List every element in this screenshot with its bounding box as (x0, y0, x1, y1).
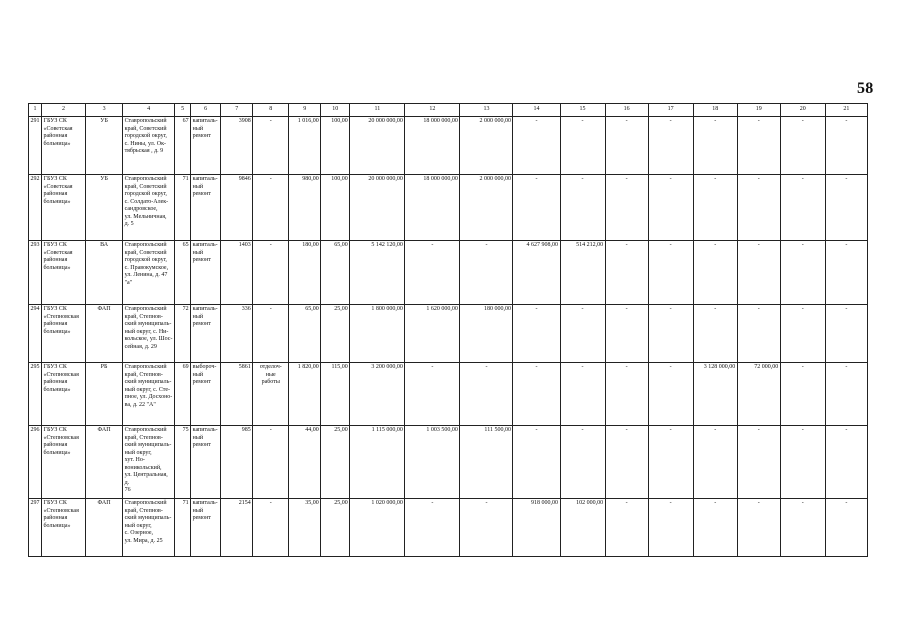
facility-table (28, 103, 868, 557)
cell-col11: 20 000 000,00 (350, 175, 405, 241)
organization-name: ГБУЗ СК «Советская районная больница» (42, 117, 86, 175)
column-header: 5 (175, 104, 191, 117)
cell-col11: 20 000 000,00 (350, 117, 405, 175)
cell-col20: - (780, 363, 825, 426)
cell-col10: 25,00 (321, 305, 350, 363)
facility-address: Ставропольский край, Степнов- ский муниципаль- ный округ, с. Озерное, ул. Мира, д. 25 (123, 499, 175, 557)
repair-type: выбороч- ный ремонт (191, 363, 221, 426)
cell-col15: - (560, 117, 605, 175)
facility-type: ФАП (86, 426, 123, 499)
cell-col8: - (253, 305, 289, 363)
column-header: 7 (221, 104, 253, 117)
cell-col12: 18 000 000,00 (405, 175, 460, 241)
cell-col9: 44,00 (289, 426, 321, 499)
facility-address: Ставропольский край, Степнов- ский муниципаль- ный округ, с. Ни- кольское, ул. Шос- сейная, д. 29 (123, 305, 175, 363)
cell-col13: - (460, 499, 513, 557)
cell-col21: - (825, 117, 867, 175)
cell-col12: 18 000 000,00 (405, 117, 460, 175)
organization-name: ГБУЗ СК «Советская районная больница» (42, 241, 86, 305)
table-row (29, 117, 868, 175)
column-header: 13 (460, 104, 513, 117)
cell-col7: 1403 (221, 241, 253, 305)
cell-col5: 67 (175, 117, 191, 175)
row-number: 296 (29, 426, 42, 499)
column-header: 4 (123, 104, 175, 117)
cell-col14: - (513, 363, 560, 426)
facility-type: ФАП (86, 305, 123, 363)
cell-col5: 69 (175, 363, 191, 426)
row-number: 294 (29, 305, 42, 363)
cell-col20: - (780, 241, 825, 305)
repair-type: капиталь- ный ремонт (191, 426, 221, 499)
facility-address: Ставропольский край, Степнов- ский муниципаль- ный округ, с. Сте- пное, ул. Досхоно- ва, д. 22 "А" (123, 363, 175, 426)
cell-col16: - (605, 175, 648, 241)
cell-col17: - (648, 426, 693, 499)
cell-col12: - (405, 241, 460, 305)
cell-col21: - (825, 241, 867, 305)
cell-col21: - (825, 305, 867, 363)
cell-col16: - (605, 241, 648, 305)
cell-col20: - (780, 117, 825, 175)
cell-col14: 918 000,00 (513, 499, 560, 557)
cell-col18: - (693, 305, 737, 363)
cell-col16: - (605, 363, 648, 426)
facility-address: Ставропольский край, Советский городской округ, с. Нины, ул. Ок- тябрьская , д. 9 (123, 117, 175, 175)
cell-col7: 2154 (221, 499, 253, 557)
facility-type: РБ (86, 363, 123, 426)
facility-type: ВА (86, 241, 123, 305)
cell-col14: - (513, 426, 560, 499)
facility-type: ФАП (86, 499, 123, 557)
column-header: 18 (693, 104, 737, 117)
cell-col21: - (825, 499, 867, 557)
cell-col17: - (648, 363, 693, 426)
cell-col10: 115,00 (321, 363, 350, 426)
cell-col15: 102 000,00 (560, 499, 605, 557)
organization-name: ГБУЗ СК «Степновская районная больница» (42, 363, 86, 426)
cell-col13: 2 000 000,00 (460, 175, 513, 241)
cell-col20: - (780, 175, 825, 241)
cell-col17: - (648, 175, 693, 241)
facility-address: Ставропольский край, Советский городской округ, с. Солдато-Алек- сандровское, ул. Мельничная, д. 5 (123, 175, 175, 241)
cell-col8: - (253, 175, 289, 241)
cell-col21: - (825, 426, 867, 499)
facility-address: Ставропольский край, Степнов- ский муниципаль- ный округ, хут. Но- воникольский, ул. Центральная, д. 76 (123, 426, 175, 499)
facility-address: Ставропольский край, Советский городской округ, с. Правокумское, ул. Ленина, д. 47 "а" (123, 241, 175, 305)
cell-col7: 336 (221, 305, 253, 363)
cell-col15: 514 212,00 (560, 241, 605, 305)
cell-col14: - (513, 175, 560, 241)
column-header: 3 (86, 104, 123, 117)
facility-table-wrapper (28, 103, 868, 568)
cell-col7: 9846 (221, 175, 253, 241)
cell-col11: 1 800 000,00 (350, 305, 405, 363)
column-number-row (29, 104, 868, 117)
table-row (29, 305, 868, 363)
cell-col14: 4 627 908,00 (513, 241, 560, 305)
cell-col15: - (560, 363, 605, 426)
cell-col14: - (513, 305, 560, 363)
organization-name: ГБУЗ СК «Степновская районная больница» (42, 426, 86, 499)
cell-col5: 72 (175, 305, 191, 363)
cell-col13: 111 500,00 (460, 426, 513, 499)
cell-col19: - (737, 499, 780, 557)
cell-col19: - (737, 117, 780, 175)
cell-col13: 180 000,00 (460, 305, 513, 363)
cell-col7: 5861 (221, 363, 253, 426)
cell-col7: 985 (221, 426, 253, 499)
cell-col17: - (648, 241, 693, 305)
cell-col5: 71 (175, 175, 191, 241)
cell-col18: - (693, 426, 737, 499)
cell-col13: 2 000 000,00 (460, 117, 513, 175)
column-header: 16 (605, 104, 648, 117)
cell-col10: 100,00 (321, 117, 350, 175)
cell-col21: - (825, 175, 867, 241)
table-row (29, 363, 868, 426)
cell-col7: 3908 (221, 117, 253, 175)
cell-col11: 1 020 000,00 (350, 499, 405, 557)
column-header: 8 (253, 104, 289, 117)
column-header: 10 (321, 104, 350, 117)
cell-col9: 1 016,00 (289, 117, 321, 175)
cell-col14: - (513, 117, 560, 175)
cell-col9: 1 820,00 (289, 363, 321, 426)
column-header: 15 (560, 104, 605, 117)
facility-type: УБ (86, 117, 123, 175)
cell-col8: - (253, 499, 289, 557)
column-header: 14 (513, 104, 560, 117)
repair-type: капиталь- ный ремонт (191, 241, 221, 305)
column-header: 6 (191, 104, 221, 117)
page-number: 58 (857, 80, 874, 97)
cell-col11: 3 200 000,00 (350, 363, 405, 426)
row-number: 292 (29, 175, 42, 241)
column-header: 20 (780, 104, 825, 117)
column-header: 9 (289, 104, 321, 117)
cell-col16: - (605, 499, 648, 557)
cell-col18: - (693, 241, 737, 305)
cell-col8: - (253, 241, 289, 305)
cell-col20: - (780, 305, 825, 363)
cell-col20: - (780, 426, 825, 499)
cell-col16: - (605, 305, 648, 363)
organization-name: ГБУЗ СК «Советская районная больница» (42, 175, 86, 241)
cell-col20: - (780, 499, 825, 557)
column-header: 17 (648, 104, 693, 117)
organization-name: ГБУЗ СК «Степновская районная больница» (42, 305, 86, 363)
cell-col16: - (605, 117, 648, 175)
row-number: 291 (29, 117, 42, 175)
column-header: 1 (29, 104, 42, 117)
cell-col15: - (560, 175, 605, 241)
cell-col17: - (648, 305, 693, 363)
cell-col11: 1 115 000,00 (350, 426, 405, 499)
cell-col18: - (693, 175, 737, 241)
cell-col8: - (253, 117, 289, 175)
table-row (29, 499, 868, 557)
cell-col5: 65 (175, 241, 191, 305)
organization-name: ГБУЗ СК «Степновская районная больница» (42, 499, 86, 557)
cell-col5: 75 (175, 426, 191, 499)
cell-col15: - (560, 305, 605, 363)
cell-col11: 5 142 120,00 (350, 241, 405, 305)
cell-col19: 72 000,00 (737, 363, 780, 426)
repair-type: капиталь- ный ремонт (191, 305, 221, 363)
column-header: 12 (405, 104, 460, 117)
cell-col21: - (825, 363, 867, 426)
cell-col10: 65,00 (321, 241, 350, 305)
cell-col18: - (693, 499, 737, 557)
row-number: 297 (29, 499, 42, 557)
repair-type: капиталь- ный ремонт (191, 499, 221, 557)
cell-col10: 25,00 (321, 426, 350, 499)
cell-col19: - (737, 175, 780, 241)
cell-col5: 71 (175, 499, 191, 557)
cell-col19: - (737, 305, 780, 363)
cell-col8: отделоч- ные работы (253, 363, 289, 426)
cell-col19: - (737, 241, 780, 305)
cell-col9: 180,00 (289, 241, 321, 305)
column-header: 11 (350, 104, 405, 117)
column-header: 21 (825, 104, 867, 117)
cell-col18: - (693, 117, 737, 175)
cell-col15: - (560, 426, 605, 499)
table-row (29, 175, 868, 241)
cell-col16: - (605, 426, 648, 499)
cell-col12: 1 620 000,00 (405, 305, 460, 363)
cell-col10: 25,00 (321, 499, 350, 557)
repair-type: капиталь- ный ремонт (191, 175, 221, 241)
cell-col9: 980,00 (289, 175, 321, 241)
facility-type: УБ (86, 175, 123, 241)
table-row (29, 241, 868, 305)
cell-col8: - (253, 426, 289, 499)
cell-col12: 1 003 500,00 (405, 426, 460, 499)
cell-col12: - (405, 363, 460, 426)
cell-col13: - (460, 241, 513, 305)
table-row (29, 426, 868, 499)
cell-col10: 100,00 (321, 175, 350, 241)
cell-col9: 65,00 (289, 305, 321, 363)
column-header: 19 (737, 104, 780, 117)
row-number: 295 (29, 363, 42, 426)
cell-col18: 3 128 000,00 (693, 363, 737, 426)
repair-type: капиталь- ный ремонт (191, 117, 221, 175)
cell-col12: - (405, 499, 460, 557)
cell-col19: - (737, 426, 780, 499)
cell-col13: - (460, 363, 513, 426)
column-header: 2 (42, 104, 86, 117)
cell-col9: 35,00 (289, 499, 321, 557)
row-number: 293 (29, 241, 42, 305)
cell-col17: - (648, 117, 693, 175)
cell-col17: - (648, 499, 693, 557)
